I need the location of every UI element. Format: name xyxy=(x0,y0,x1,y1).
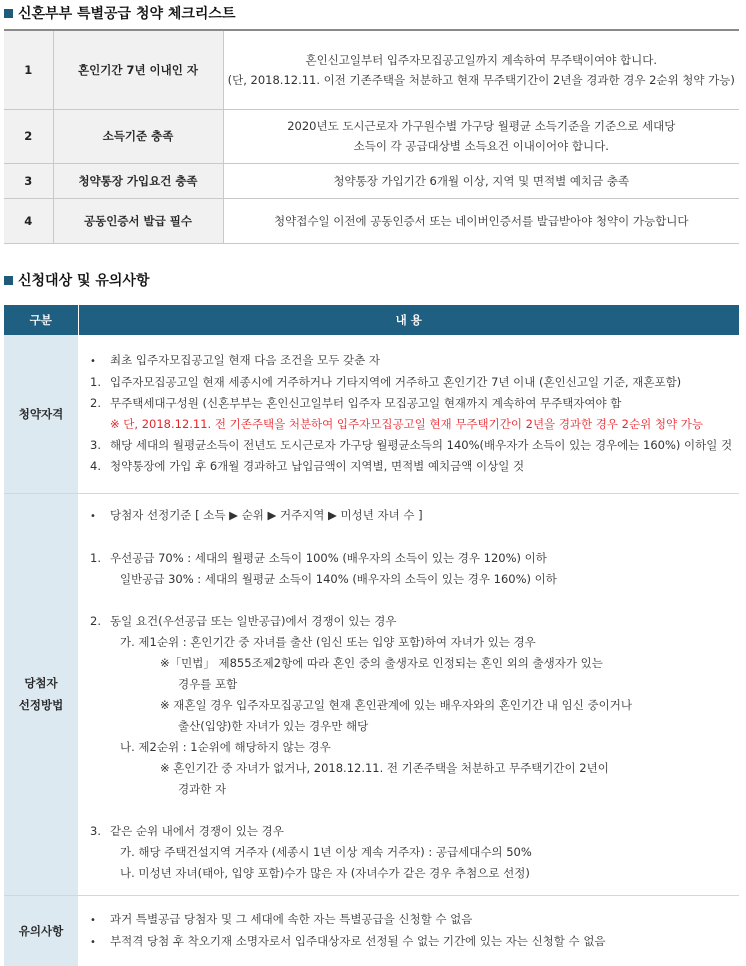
row-item: 공동인증서 발급 필수 xyxy=(53,198,223,243)
row-description: 청약통장 가입기간 6개월 이상, 지역 및 면적별 예치금 충족 xyxy=(223,163,739,198)
red-note: ※ 단, 2018.12.11. 전 기존주택을 처분하여 입주자모집공고일 현재 무주택기간이 2년을 경과한 경우 2순위 청약 가능 xyxy=(110,417,703,432)
notice-title: 신청대상 및 유의사항 xyxy=(4,270,149,290)
checklist-row xyxy=(4,198,739,243)
list-item: 3. 해당 세대의 월평균소득이 전년도 도시근로자 가구당 월평균소득의 140%(배우자가 소득이 있는 경우에는 160%) 이하일 것 xyxy=(90,438,733,453)
bullet-icon: • xyxy=(90,356,96,368)
notice-table xyxy=(4,305,739,966)
winner-category: 당첨자 선정방법 xyxy=(4,493,78,895)
checklist-row xyxy=(4,163,739,198)
row-number: 3 xyxy=(4,163,53,198)
checklist-table xyxy=(4,29,739,244)
caution-content xyxy=(78,895,739,966)
checklist-row xyxy=(4,30,739,109)
bullet-icon: • xyxy=(90,936,96,948)
square-bullet-icon xyxy=(4,9,13,18)
winner-row xyxy=(4,493,739,895)
row-item: 소득기준 충족 xyxy=(53,109,223,163)
qualification-row xyxy=(4,335,739,493)
list-item: 4. 청약통장에 가입 후 6개월 경과하고 납입금액이 지역별, 면적별 예치금액 이상일 것 xyxy=(90,459,525,474)
qualification-content: • 최초 입주자모집공고일 현재 다음 조건을 모두 갖춘 자 1. 입주자모집공고일 현재 세종시에 거주하거나 기타지역에 거주하고 혼인기간 7년 이내 (혼인신고일 기준, 재혼포함) 2. 무주택세대구성원 (신혼부부는 혼인신고일부터 입주자 모집공고일 현재까지 계속하여 무주택자여야 함 ※ 단, 2018.12.11. 전 기존주택을 처분하여 입주자모집공고일 현재 무주택기간이 2년을 경과한 경우 2순위 청약 가능 3. 해당 세대의 월평균소득이 전년도 도시근로자 가구당 월평균소득의 140%(배우자가 소득이 있는 경우에는 160%) 이하일 것 4. 청약통장에 가입 후 6개월 경과하고 납입금액이 지역별, 면적별 예치금액 이상일 것 xyxy=(78,335,739,493)
bullet-icon: • xyxy=(90,914,96,926)
square-bullet-icon xyxy=(4,276,13,285)
notice-header-row xyxy=(4,305,739,335)
checklist-row xyxy=(4,109,739,163)
list-item: • 부적격 당첨 후 착오기재 소명자로서 입주대상자로 선정될 수 없는 기간에 있는 자는 신청할 수 없음 xyxy=(84,931,739,953)
row-item: 혼인기간 7년 이내인 자 xyxy=(53,30,223,109)
caution-category: 유의사항 xyxy=(4,895,78,966)
row-number: 1 xyxy=(4,30,53,109)
row-description: 청약접수일 이전에 공동인증서 또는 네이버인증서를 발급받아야 청약이 가능합니다 xyxy=(223,198,739,243)
qualification-category: 청약자격 xyxy=(4,335,78,493)
row-number: 2 xyxy=(4,109,53,163)
winner-content: • 당첨자 선정기준 [ 소득 ▶ 순위 ▶ 거주지역 ▶ 미성년 자녀 수 ] 1. 우선공급 70% : 세대의 월평균 소득이 100% (배우자의 소득이 있는 경우 120%) 이하 일반공급 30% : 세대의 월평균 소득이 140% (배우자의 소득이 있는 경우 160%) 이하 2. 동일 요건(우선공급 또는 일반공급)에서 경쟁이 있는 경우 가. 제1순위 : 혼인기간 중 자녀를 출산 (임신 또는 입양 포함)하여 자녀가 있는 경우 ※「민법」 제855조제2항에 따라 혼인 중의 출생자로 인정되는 혼인 외의 출생자가 있는 경우를 포함 ※ 재혼일 경우 입주자모집공고일 현재 혼인관계에 있는 배우자와의 혼인기간 내 임신 중이거나 출산(입양)한 자녀가 있는 경우만 해당 나. 제2순위 : 1순위에 해당하지 않는 경우 ※ 혼인기간 중 자녀가 없거나, 2018.12.11. 전 기존주택을 처분하고 무주택기간이 2년이 경과한 자 3. 같은 순위 내에서 경쟁이 있는 경우 가. 해당 주택건설지역 거주자 (세종시 1년 이상 계속 거주자) : 공급세대수의 50% 나. 미성년 자녀(태아, 입양 포함)수가 많은 자 (자녀수가 같은 경우 추첨으로 선정) xyxy=(78,493,739,895)
header-content: 내 용 xyxy=(78,305,739,335)
row-description: 혼인신고일부터 입주자모집공고일까지 계속하여 무주택이여야 합니다. (단, 2018.12.11. 이전 기존주택을 처분하고 현재 무주택기간이 2년을 경과한 경우 2순위 청약 가능) xyxy=(223,30,739,109)
checklist-title: 신혼부부 특별공급 청약 체크리스트 xyxy=(4,3,235,23)
row-description: 2020년도 도시근로자 가구원수별 가구당 월평균 소득기준을 기준으로 세대당 소득이 각 공급대상별 소득요건 이내이어야 합니다. xyxy=(223,109,739,163)
list-item: 1. 입주자모집공고일 현재 세종시에 거주하거나 기타지역에 거주하고 혼인기간 7년 이내 (혼인신고일 기준, 재혼포함) xyxy=(90,375,682,390)
row-number: 4 xyxy=(4,198,53,243)
list-item: 2. 무주택세대구성원 (신혼부부는 혼인신고일부터 입주자 모집공고일 현재까지 계속하여 무주택자여야 함 xyxy=(90,396,622,411)
header-category: 구분 xyxy=(4,305,78,335)
list-item: • 과거 특별공급 당첨자 및 그 세대에 속한 자는 특별공급을 신청할 수 없음 xyxy=(84,909,739,931)
caution-row xyxy=(4,895,739,966)
row-item: 청약통장 가입요건 충족 xyxy=(53,163,223,198)
bullet-icon: • xyxy=(90,510,96,522)
